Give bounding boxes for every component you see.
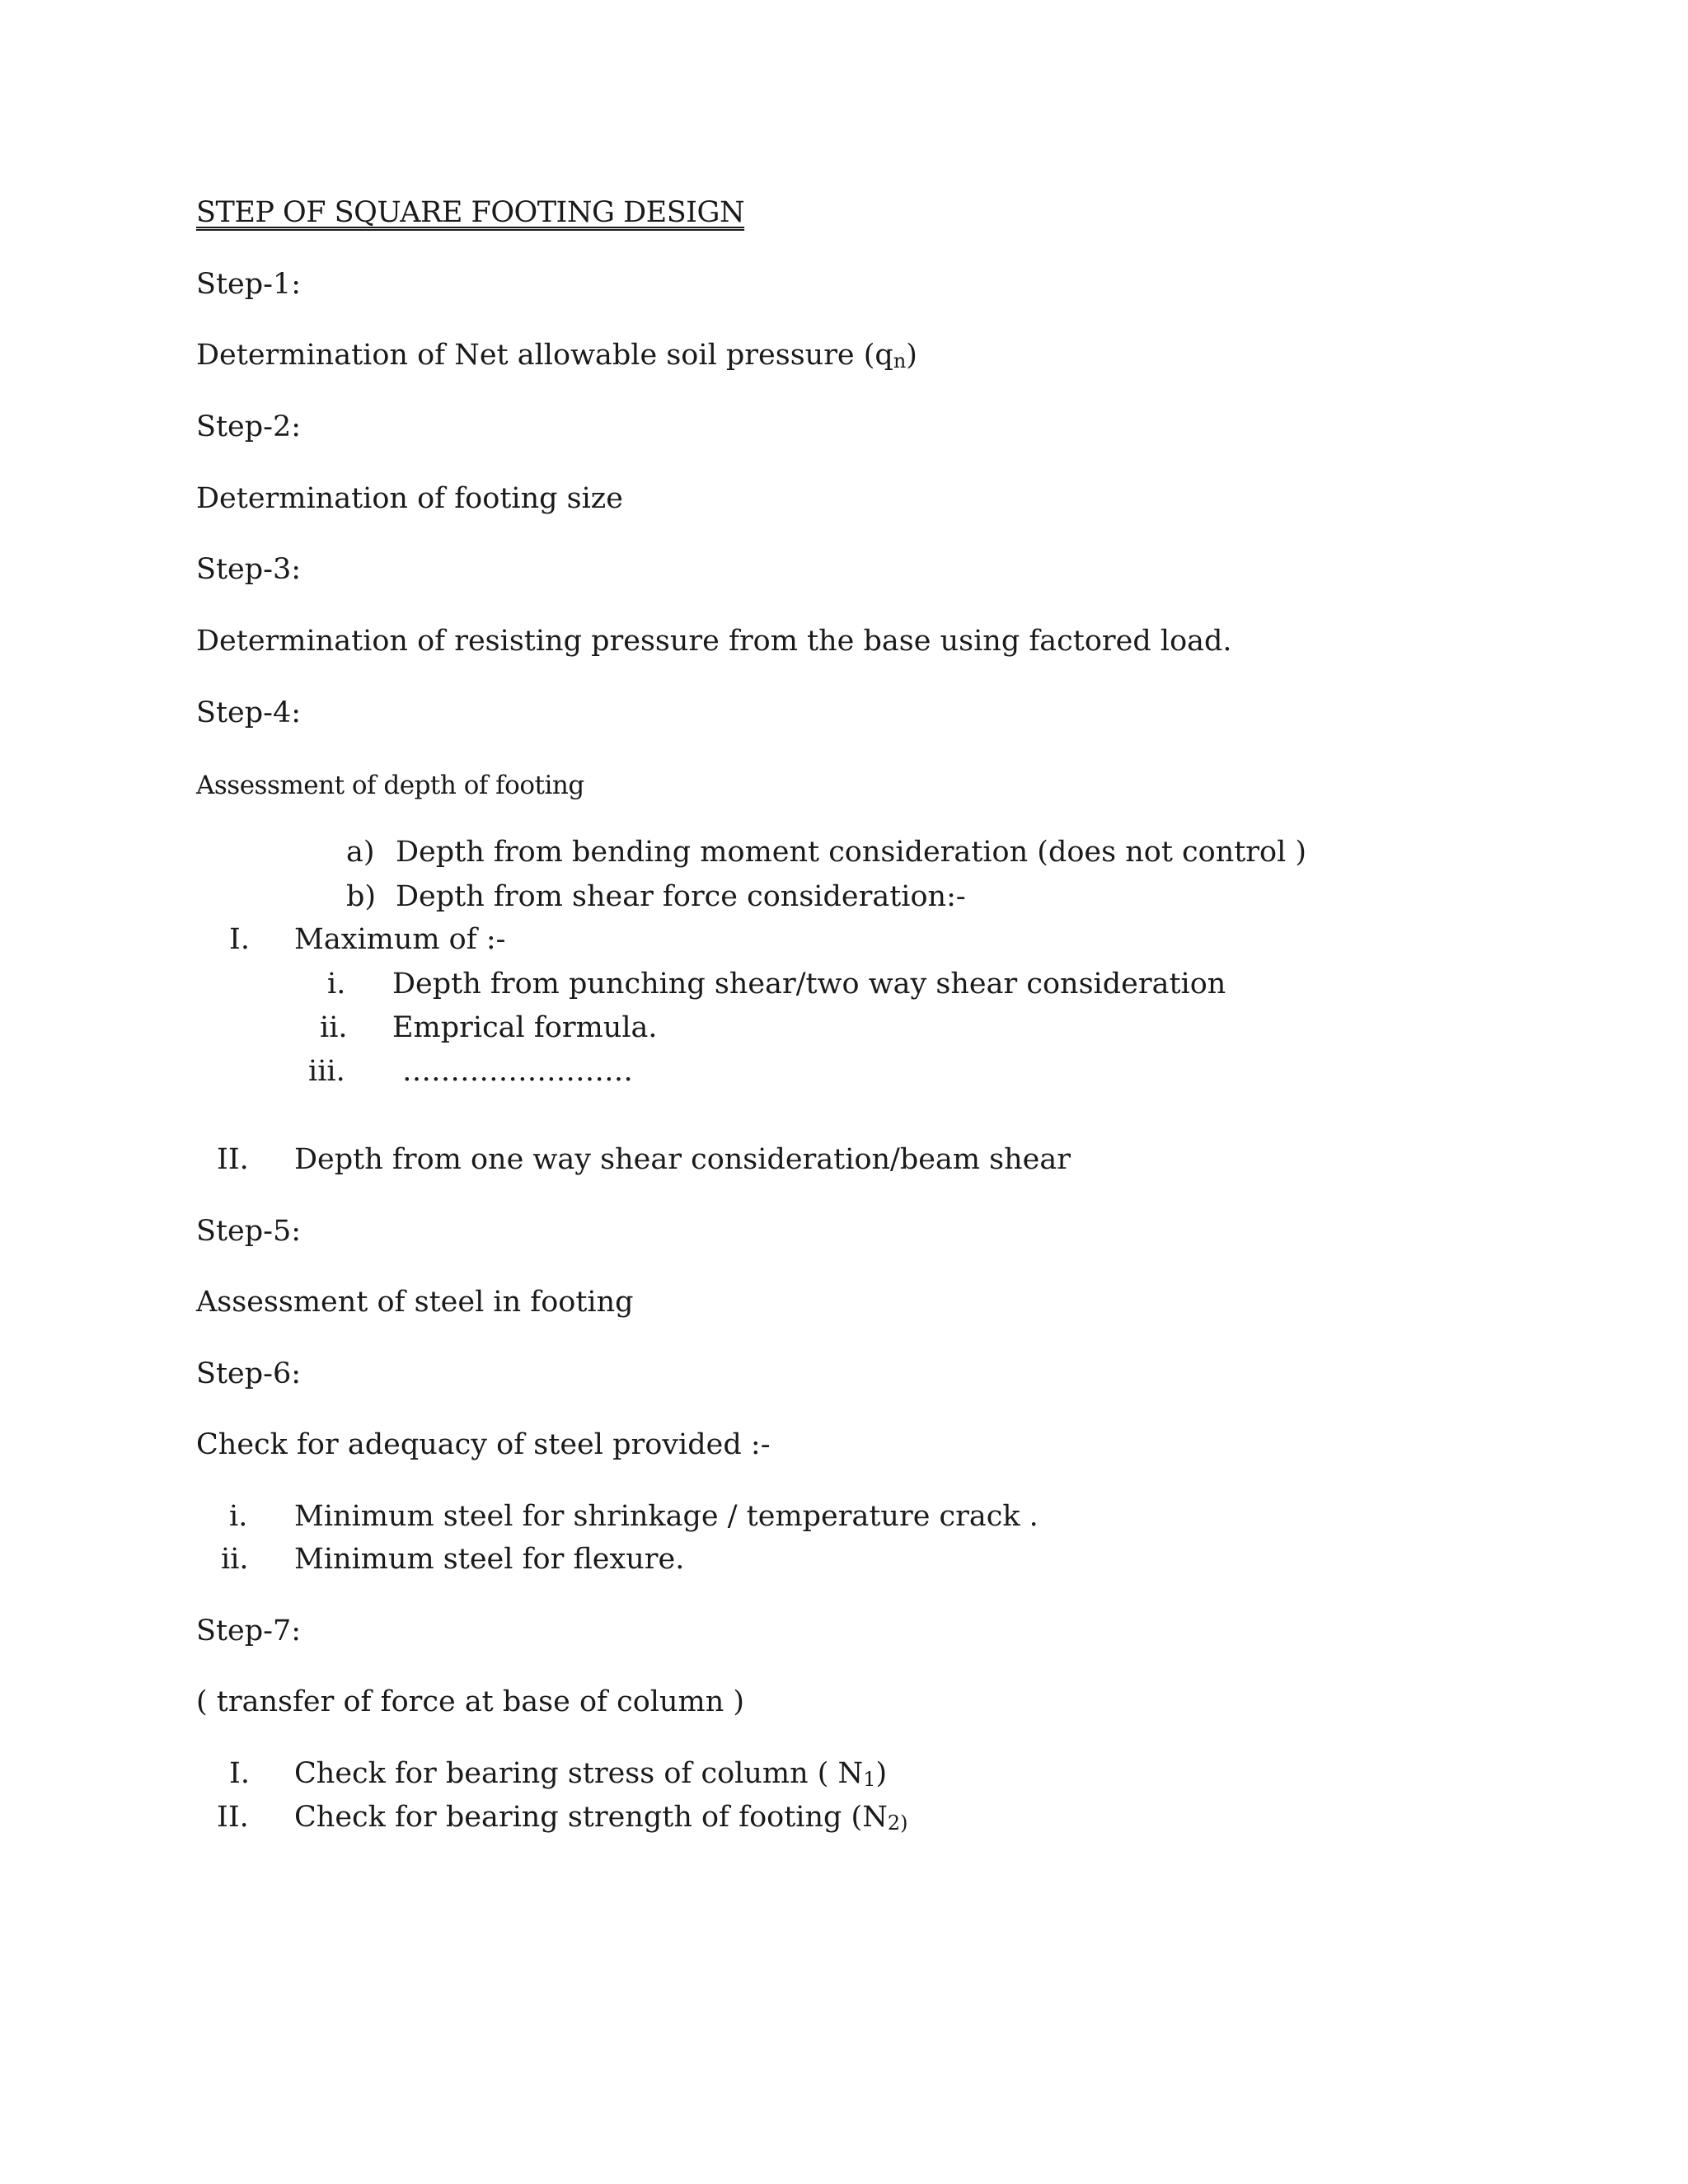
step7-item2-subscript: 2) [887,1811,908,1835]
step4-roman1-marker: I. [229,923,250,956]
step4-item-b-text: Depth from shear force consideration:- [396,880,966,913]
step7-item2-text [294,1799,907,1841]
step3-heading: Step-3: [196,553,302,586]
step4-subitem-i-text: Depth from punching shear/two way shear consideration [392,968,1226,1001]
step3-text: Determination of resisting pressure from the base using factored load. [196,625,1232,658]
step2-heading: Step-2: [196,410,302,443]
step1-text-main: Determination of Net allowable soil pressure (q [196,339,893,372]
step7-item1-close: ) [875,1757,888,1790]
step6-item-ii-text: Minimum steel for flexure. [294,1543,685,1576]
step4-subitem-i-marker: i. [327,968,346,1001]
step7-text: ( transfer of force at base of column ) [196,1685,745,1718]
step4-subitem-iii-text: …………………… [402,1055,633,1088]
step7-item2-main: Check for bearing strength of footing (N [294,1801,888,1834]
step6-text: Check for adequacy of steel provided :- [196,1428,771,1461]
step4-subitem-ii-marker: ii. [320,1011,348,1044]
step4-roman1-text: Maximum of :- [294,923,506,956]
step4-heading: Step-4: [196,696,302,729]
step7-heading: Step-7: [196,1615,302,1647]
step4-subitem-iii-marker: iii. [308,1055,345,1088]
document-title: STEP OF SQUARE FOOTING DESIGN [196,196,745,229]
step6-item-i-text: Minimum steel for shrinkage / temperature crack . [294,1500,1039,1533]
step2-text: Determination of footing size [196,482,623,515]
step6-item-ii-marker: ii. [221,1543,249,1576]
step1-text [196,337,917,379]
step4-roman2-text: Depth from one way shear consideration/beam shear [294,1143,1071,1176]
step4-item-a-marker: a) [346,836,375,869]
step1-text-close: ) [906,339,917,372]
step4-item-a-text: Depth from bending moment consideration (does not control ) [396,836,1307,869]
step1-subscript: n [893,349,907,373]
step5-text: Assessment of steel in footing [196,1286,634,1319]
step7-item2-marker: II. [217,1801,249,1834]
step4-text: Assessment of depth of footing [196,771,584,800]
step4-roman2-marker: II. [217,1143,249,1176]
step6-heading: Step-6: [196,1357,302,1390]
step7-item1-marker: I. [229,1757,250,1790]
step6-item-i-marker: i. [229,1500,248,1533]
step4-item-b-marker: b) [346,880,377,913]
step7-item1-text [294,1755,887,1797]
step7-item1-subscript: 1 [863,1768,876,1791]
step7-item1-main: Check for bearing stress of column ( N [294,1757,864,1790]
step1-heading: Step-1: [196,268,302,301]
step5-heading: Step-5: [196,1215,302,1248]
step4-subitem-ii-text: Emprical formula. [392,1011,658,1044]
